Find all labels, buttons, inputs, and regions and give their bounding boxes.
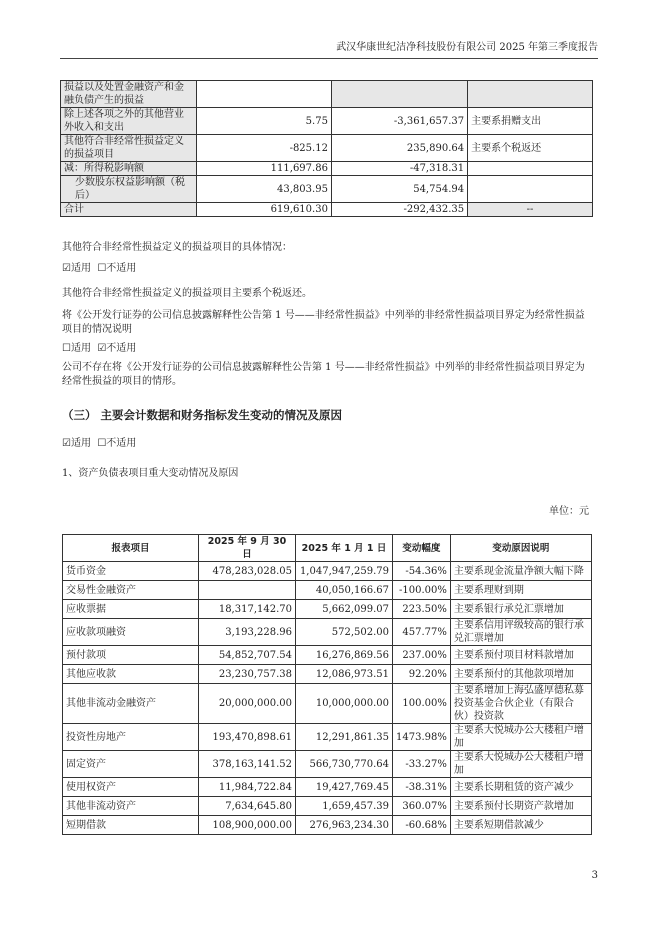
- jan1-cell: 572,502.00: [296, 619, 393, 646]
- item-cell: 短期借款: [63, 816, 199, 835]
- item-cell: 其他应收款: [63, 665, 199, 684]
- table-row: [63, 562, 592, 581]
- item-cell: 其他非流动资产: [63, 797, 199, 816]
- checked-box-icon[interactable]: ☑: [62, 438, 71, 449]
- paragraph-none-line2: 经常性损益的项目的情形。: [62, 376, 182, 387]
- ytd-cell: -3,361,657.37: [331, 108, 467, 135]
- reason-cell: 主要系现金流量净额大幅下降: [450, 562, 591, 581]
- item-cell: 少数股东权益影响额（税后）: [61, 176, 197, 203]
- non-recurring-items-table: [60, 80, 593, 217]
- current-period-cell: 111,697.86: [197, 162, 332, 176]
- table-row: [63, 816, 592, 835]
- paragraph-specific-items: 其他符合非经常性损益定义的损益项目的具体情况：: [62, 242, 292, 253]
- table-row: [63, 724, 592, 751]
- reason-cell: 主要系大悦城办公大楼租户增加: [450, 751, 591, 778]
- column-header: 报表项目: [63, 535, 199, 562]
- change-cell: 100.00%: [393, 684, 451, 724]
- jan1-cell: 276,963,234.30: [296, 816, 393, 835]
- reason-cell: 主要系银行承兑汇票增加: [450, 600, 591, 619]
- option-row-1: [62, 262, 136, 276]
- table-row: [61, 162, 593, 176]
- column-header: 变动幅度: [393, 535, 451, 562]
- subsection-heading: 1、资产负债表项目重大变动情况及原因: [62, 468, 239, 479]
- option-apply-label: 适用: [70, 343, 91, 354]
- sep30-cell: 23,230,757.38: [199, 665, 296, 684]
- jan1-cell: 40,050,166.67: [296, 581, 393, 600]
- item-cell: 应收款项融资: [63, 619, 199, 646]
- sep30-cell: 20,000,000.00: [199, 684, 296, 724]
- jan1-cell: 5,662,099.07: [296, 600, 393, 619]
- reason-cell: 主要系预付长期资产款增加: [450, 797, 591, 816]
- option-na-label: 不适用: [106, 343, 137, 354]
- sep30-cell: 193,470,898.61: [199, 724, 296, 751]
- change-cell: 1473.98%: [393, 724, 451, 751]
- sep30-cell: 108,900,000.00: [199, 816, 296, 835]
- current-period-cell: 619,610.30: [197, 203, 332, 217]
- column-header: 2025 年 9 月 30 日: [199, 535, 296, 562]
- reason-cell: 主要系长期租赁的资产减少: [450, 778, 591, 797]
- reason-cell: 主要系预付项目材料款增加: [450, 646, 591, 665]
- table-row: [63, 684, 592, 724]
- item-cell: 损益以及处置金融资产和金融负债产生的损益: [61, 81, 197, 108]
- item-cell: 其他非流动金融资产: [63, 684, 199, 724]
- sep30-cell: [199, 581, 296, 600]
- sep30-cell: 478,283,028.05: [199, 562, 296, 581]
- item-cell: 货币资金: [63, 562, 199, 581]
- reason-cell: 主要系增加上海弘盛厚德私募投资基金合伙企业（有限合伙）投资款: [450, 684, 591, 724]
- item-cell: 应收票据: [63, 600, 199, 619]
- section-heading: （三） 主要会计数据和财务指标发生变动的情况及原因: [62, 408, 343, 422]
- column-header: 2025 年 1 月 1 日: [296, 535, 393, 562]
- change-cell: -100.00%: [393, 581, 451, 600]
- table-row: [61, 176, 593, 203]
- ytd-cell: 54,754.94: [331, 176, 467, 203]
- jan1-cell: 10,000,000.00: [296, 684, 393, 724]
- ytd-cell: -292,432.35: [331, 203, 467, 217]
- sep30-cell: 7,634,645.80: [199, 797, 296, 816]
- item-cell: 减：所得税影响额: [61, 162, 197, 176]
- sep30-cell: 378,163,141.52: [199, 751, 296, 778]
- option-row-2: [62, 342, 136, 356]
- sep30-cell: 18,317,142.70: [199, 600, 296, 619]
- option-apply-label: 适用: [70, 263, 91, 274]
- option-na-label: 不适用: [106, 263, 137, 274]
- paragraph-tax-refund: 其他符合非经常性损益定义的损益项目主要系个税返还。: [62, 288, 312, 299]
- note-cell: --: [468, 203, 593, 217]
- change-cell: -60.68%: [393, 816, 451, 835]
- reason-cell: 主要系信用评级较高的银行承兑汇票增加: [450, 619, 591, 646]
- jan1-cell: 12,086,973.51: [296, 665, 393, 684]
- jan1-cell: 1,659,457.39: [296, 797, 393, 816]
- table-row: [63, 778, 592, 797]
- jan1-cell: 16,276,869.56: [296, 646, 393, 665]
- column-header: 变动原因说明: [450, 535, 591, 562]
- reason-cell: 主要系预付的其他款项增加: [450, 665, 591, 684]
- item-cell: 其他符合非经常性损益定义的损益项目: [61, 135, 197, 162]
- jan1-cell: 19,427,769.45: [296, 778, 393, 797]
- sep30-cell: 11,984,722.84: [199, 778, 296, 797]
- checked-box-icon[interactable]: ☑: [62, 263, 71, 274]
- paragraph-reclass-line2: 项目的情况说明: [62, 324, 132, 335]
- table-row: [63, 581, 592, 600]
- unit-label: 单位：元: [549, 506, 589, 517]
- item-cell: 使用权资产: [63, 778, 199, 797]
- current-period-cell: -825.12: [197, 135, 332, 162]
- item-cell: 合计: [61, 203, 197, 217]
- checked-box-icon[interactable]: ☑: [97, 343, 107, 354]
- unchecked-box-icon[interactable]: ☐: [97, 263, 107, 274]
- table-row: [61, 81, 593, 108]
- change-cell: 223.50%: [393, 600, 451, 619]
- table-row: [63, 751, 592, 778]
- reason-cell: 主要系理财到期: [450, 581, 591, 600]
- current-period-cell: 5.75: [197, 108, 332, 135]
- note-cell: [468, 176, 593, 203]
- ytd-cell: 235,890.64: [331, 135, 467, 162]
- item-cell: 投资性房地产: [63, 724, 199, 751]
- change-cell: 360.07%: [393, 797, 451, 816]
- table-row: [63, 600, 592, 619]
- note-cell: 主要系捐赠支出: [468, 108, 593, 135]
- table-row: [63, 646, 592, 665]
- item-cell: 固定资产: [63, 751, 199, 778]
- table-row: [61, 203, 593, 217]
- table-row: [63, 619, 592, 646]
- reason-cell: 主要系短期借款减少: [450, 816, 591, 835]
- sep30-cell: 3,193,228.96: [199, 619, 296, 646]
- page-header: 武汉华康世纪洁净科技股份有限公司 2025 年第三季度报告: [60, 42, 598, 59]
- change-cell: -33.27%: [393, 751, 451, 778]
- sep30-cell: 54,852,707.54: [199, 646, 296, 665]
- item-cell: 除上述各项之外的其他营业外收入和支出: [61, 108, 197, 135]
- jan1-cell: 1,047,947,259.79: [296, 562, 393, 581]
- change-cell: -38.31%: [393, 778, 451, 797]
- reason-cell: 主要系大悦城办公大楼租户增加: [450, 724, 591, 751]
- ytd-cell: [331, 81, 467, 108]
- option-apply-label: 适用: [70, 438, 91, 449]
- change-cell: -54.36%: [393, 562, 451, 581]
- ytd-cell: -47,318.31: [331, 162, 467, 176]
- current-period-cell: 43,803.95: [197, 176, 332, 203]
- page-number: 3: [591, 870, 598, 881]
- change-cell: 237.00%: [393, 646, 451, 665]
- note-cell: [468, 81, 593, 108]
- unchecked-box-icon[interactable]: ☐: [62, 343, 71, 354]
- unchecked-box-icon[interactable]: ☐: [97, 438, 107, 449]
- current-period-cell: [197, 81, 332, 108]
- change-cell: 457.77%: [393, 619, 451, 646]
- paragraph-reclass-line1: 将《公开发行证券的公司信息披露解释性公告第 1 号——非经常性损益》中列举的非经常性损益项目界定为经常性损益: [62, 310, 585, 321]
- table-row: [61, 108, 593, 135]
- note-cell: [468, 162, 593, 176]
- item-cell: 交易性金融资产: [63, 581, 199, 600]
- jan1-cell: 12,291,861.35: [296, 724, 393, 751]
- jan1-cell: 566,730,770.64: [296, 751, 393, 778]
- table-row: [63, 797, 592, 816]
- option-na-label: 不适用: [106, 438, 137, 449]
- table-row: [63, 665, 592, 684]
- option-row-3: [62, 437, 136, 451]
- balance-sheet-changes-table: [62, 534, 592, 835]
- table-row: [61, 135, 593, 162]
- paragraph-none-line1: 公司不存在将《公开发行证券的公司信息披露解释性公告第 1 号——非经常性损益》中列举的非经常性损益项目界定为: [62, 362, 585, 373]
- item-cell: 预付款项: [63, 646, 199, 665]
- change-cell: 92.20%: [393, 665, 451, 684]
- note-cell: 主要系个税返还: [468, 135, 593, 162]
